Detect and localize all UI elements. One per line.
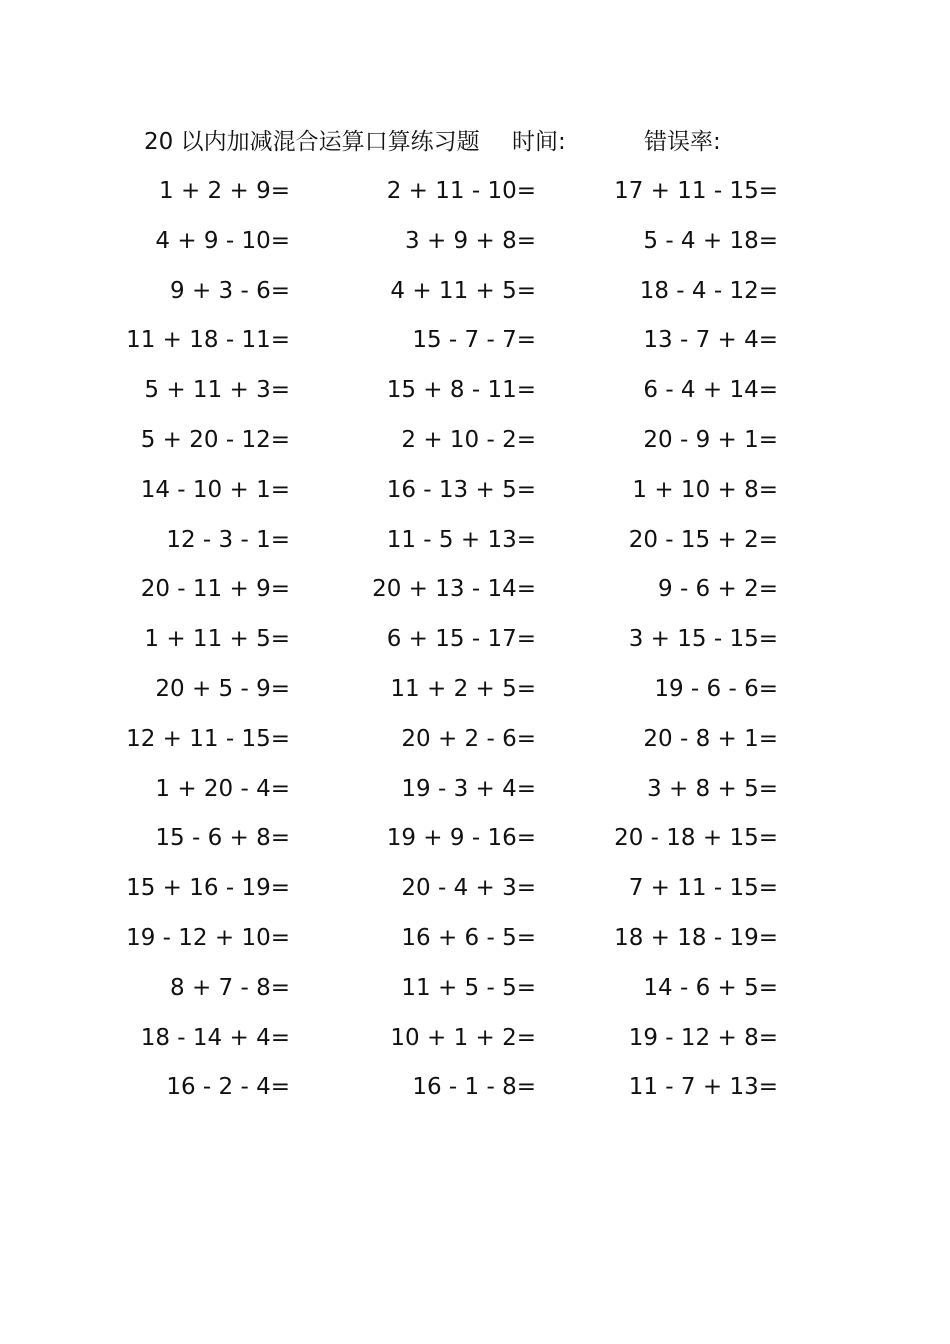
math-problem: 20 + 13 - 14= — [372, 576, 536, 603]
math-problem: 1 + 2 + 9= — [159, 178, 290, 204]
problem-row — [0, 917, 950, 967]
math-problem: 9 + 3 - 6= — [170, 277, 290, 304]
problem-row — [0, 369, 950, 419]
math-problem: 5 + 20 - 12= — [140, 426, 290, 453]
math-problem: 19 - 3 + 4= — [401, 775, 536, 802]
worksheet-title: 20 以内加减混合运算口算练习题 — [144, 129, 480, 155]
math-problem: 20 - 4 + 3= — [401, 875, 536, 902]
math-problem: 1 + 11 + 5= — [144, 626, 290, 653]
math-problem: 10 + 1 + 2= — [390, 1024, 536, 1051]
math-problem: 11 + 5 - 5= — [401, 974, 536, 1001]
math-problem: 20 - 8 + 1= — [643, 725, 778, 752]
math-problem: 4 + 11 + 5= — [390, 277, 536, 304]
math-problem: 17 + 11 - 15= — [614, 178, 778, 204]
math-problem: 5 + 11 + 3= — [144, 377, 290, 404]
math-problem: 3 + 8 + 5= — [647, 775, 778, 802]
math-problem: 19 + 9 - 16= — [386, 825, 536, 852]
math-problem: 8 + 7 - 8= — [170, 974, 290, 1001]
math-problem: 20 - 11 + 9= — [140, 576, 290, 603]
math-problem: 12 - 3 - 1= — [166, 526, 290, 553]
problem-row — [0, 817, 950, 867]
math-problem: 15 + 8 - 11= — [386, 377, 536, 404]
math-problem: 7 + 11 - 15= — [628, 875, 778, 902]
math-problem: 19 - 12 + 10= — [126, 924, 290, 951]
math-problem: 6 + 15 - 17= — [386, 626, 536, 653]
math-problem: 14 - 10 + 1= — [140, 476, 290, 503]
math-problem: 3 + 9 + 8= — [405, 227, 536, 254]
math-problem: 16 - 1 - 8= — [412, 1074, 536, 1101]
problem-grid — [0, 170, 950, 1116]
problem-row — [0, 568, 950, 618]
math-problem: 18 - 14 + 4= — [140, 1024, 290, 1051]
math-problem: 18 - 4 - 12= — [639, 277, 778, 304]
math-problem: 13 - 7 + 4= — [643, 327, 778, 354]
math-problem: 14 - 6 + 5= — [643, 974, 778, 1001]
math-problem: 1 + 20 - 4= — [155, 775, 290, 802]
problem-row — [0, 469, 950, 519]
math-problem: 20 - 15 + 2= — [628, 526, 778, 553]
math-problem: 9 - 6 + 2= — [658, 576, 778, 603]
math-problem: 19 - 12 + 8= — [628, 1024, 778, 1051]
math-problem: 12 + 11 - 15= — [126, 725, 290, 752]
problem-row — [0, 967, 950, 1017]
problem-row — [0, 419, 950, 469]
math-problem: 1 + 10 + 8= — [632, 476, 778, 503]
math-problem: 3 + 15 - 15= — [628, 626, 778, 653]
math-problem: 19 - 6 - 6= — [654, 675, 778, 702]
math-problem: 11 + 2 + 5= — [390, 675, 536, 702]
problem-row — [0, 768, 950, 818]
problem-row — [0, 618, 950, 668]
problem-row — [0, 1066, 950, 1116]
math-problem: 16 + 6 - 5= — [401, 924, 536, 951]
math-problem: 20 + 2 - 6= — [401, 725, 536, 752]
worksheet-header — [144, 124, 784, 160]
math-problem: 2 + 11 - 10= — [386, 178, 536, 204]
math-problem: 4 + 9 - 10= — [155, 227, 290, 254]
math-problem: 20 - 18 + 15= — [614, 825, 778, 852]
math-problem: 2 + 10 - 2= — [401, 426, 536, 453]
math-problem: 5 - 4 + 18= — [643, 227, 778, 254]
problem-row — [0, 319, 950, 369]
math-problem: 15 - 7 - 7= — [412, 327, 536, 354]
math-problem: 11 - 7 + 13= — [628, 1074, 778, 1101]
math-problem: 20 + 5 - 9= — [155, 675, 290, 702]
math-problem: 11 - 5 + 13= — [386, 526, 536, 553]
problem-row — [0, 718, 950, 768]
math-problem: 11 + 18 - 11= — [126, 327, 290, 354]
problem-row — [0, 1017, 950, 1067]
math-problem: 15 + 16 - 19= — [126, 875, 290, 902]
math-problem: 16 - 2 - 4= — [166, 1074, 290, 1101]
problem-row — [0, 270, 950, 320]
math-problem: 15 - 6 + 8= — [155, 825, 290, 852]
math-problem: 6 - 4 + 14= — [643, 377, 778, 404]
time-label: 时间: — [512, 129, 566, 155]
problem-row — [0, 668, 950, 718]
math-problem: 20 - 9 + 1= — [643, 426, 778, 453]
error-rate-label: 错误率: — [644, 129, 721, 155]
problem-row — [0, 220, 950, 270]
problem-row — [0, 170, 950, 220]
problem-row — [0, 519, 950, 569]
problem-row — [0, 867, 950, 917]
math-problem: 16 - 13 + 5= — [386, 476, 536, 503]
math-problem: 18 + 18 - 19= — [614, 924, 778, 951]
